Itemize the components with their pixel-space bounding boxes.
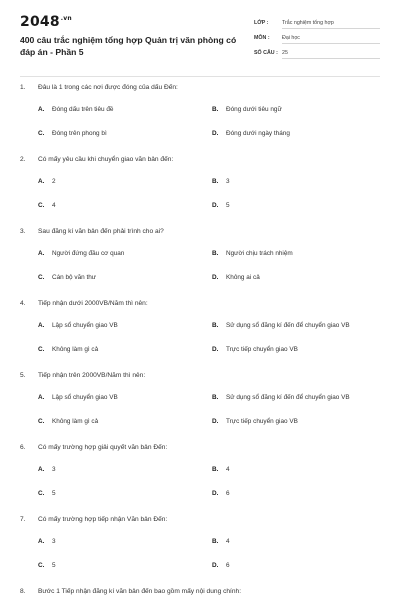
question-text: Đâu là 1 trong các nơi được đóng của dấu Đến:: [38, 84, 178, 91]
option-c[interactable]: [38, 418, 98, 425]
option-a[interactable]: [38, 178, 56, 185]
question-stem: [20, 228, 380, 235]
meta-value: Đại học: [282, 32, 380, 44]
question-stem: [20, 516, 380, 523]
option-text: Trực tiếp chuyển giao VB: [226, 346, 298, 353]
option-letter: C.: [38, 130, 45, 137]
option-text: 5: [52, 562, 56, 569]
document-header: [0, 0, 400, 76]
option-text: Lập sổ chuyển giao VB: [52, 322, 118, 329]
option-a[interactable]: [38, 250, 124, 257]
question-stem: [20, 300, 380, 307]
question-stem: [20, 372, 380, 379]
option-d[interactable]: [212, 202, 230, 209]
option-letter: A.: [38, 106, 45, 113]
option-c[interactable]: [38, 274, 96, 281]
option-text: Cán bộ văn thư: [52, 274, 97, 281]
option-text: Sử dụng sổ đăng kí đến để chuyển giao VB: [226, 322, 350, 329]
question-number: 8.: [20, 588, 26, 595]
option-letter: A.: [38, 322, 45, 329]
option-text: 2: [52, 178, 56, 185]
option-text: Đóng dưới tiêu ngữ: [226, 106, 282, 113]
option-letter: D.: [212, 346, 219, 353]
question-item: [0, 150, 400, 222]
meta-row-count: [254, 45, 380, 60]
option-letter: C.: [38, 418, 45, 425]
option-letter: D.: [212, 490, 219, 497]
option-text: 3: [226, 178, 230, 185]
option-b[interactable]: [212, 250, 293, 257]
option-letter: C.: [38, 490, 45, 497]
question-stem: [20, 84, 380, 91]
option-a[interactable]: [38, 322, 118, 329]
meta-row-class: [254, 15, 380, 30]
option-text: Người đứng đầu cơ quan: [52, 250, 125, 257]
meta-value: 25: [282, 47, 380, 59]
option-letter: B.: [212, 178, 219, 185]
option-letter: C.: [38, 346, 45, 353]
question-item: [0, 366, 400, 438]
option-b[interactable]: [212, 538, 230, 545]
option-letter: D.: [212, 130, 219, 137]
option-letter: D.: [212, 562, 219, 569]
question-number: 2.: [20, 156, 26, 163]
option-text: Đóng dưới ngày tháng: [226, 130, 290, 137]
option-letter: A.: [38, 394, 45, 401]
option-letter: B.: [212, 322, 219, 329]
option-text: 3: [52, 466, 56, 473]
option-letter: A.: [38, 466, 45, 473]
option-text: Đóng dấu trên tiêu đề: [52, 106, 114, 113]
option-d[interactable]: [212, 346, 298, 353]
option-d[interactable]: [212, 130, 290, 137]
option-letter: A.: [38, 538, 45, 545]
option-b[interactable]: [212, 106, 282, 113]
option-a[interactable]: [38, 106, 113, 113]
header-divider: [20, 76, 380, 77]
option-text: 5: [52, 490, 56, 497]
meta-row-subject: [254, 30, 380, 45]
option-letter: A.: [38, 250, 45, 257]
question-item: [0, 294, 400, 366]
question-list: [0, 78, 400, 600]
option-c[interactable]: [38, 130, 107, 137]
option-text: Không ai cả: [226, 274, 260, 281]
question-stem: [20, 444, 380, 451]
option-letter: D.: [212, 418, 219, 425]
option-text: Không làm gì cả: [52, 418, 99, 425]
question-item: [0, 222, 400, 294]
option-letter: B.: [212, 466, 219, 473]
option-b[interactable]: [212, 322, 350, 329]
option-text: Lập sổ chuyển giao VB: [52, 394, 118, 401]
option-a[interactable]: [38, 538, 56, 545]
question-text: Tiếp nhận dưới 2000VB/Năm thì nên:: [38, 300, 148, 307]
site-logo[interactable]: [20, 14, 72, 30]
option-a[interactable]: [38, 394, 118, 401]
option-d[interactable]: [212, 490, 230, 497]
option-text: 4: [226, 538, 230, 545]
question-stem: [20, 588, 380, 595]
meta-label: SỐ CÂU :: [254, 49, 278, 56]
option-text: 4: [52, 202, 56, 209]
document-title: 400 câu trắc nghiệm tổng hợp Quản trị văn phòng có đáp án - Phần 5: [20, 35, 237, 57]
option-c[interactable]: [38, 490, 56, 497]
question-text: Có mấy trường hợp tiếp nhận Văn bản Đến:: [38, 516, 168, 523]
option-b[interactable]: [212, 178, 230, 185]
question-item: [0, 438, 400, 510]
option-letter: B.: [212, 106, 219, 113]
option-b[interactable]: [212, 394, 350, 401]
question-number: 3.: [20, 228, 26, 235]
question-number: 7.: [20, 516, 26, 523]
option-text: 6: [226, 490, 230, 497]
question-text: Có mấy yêu cầu khi chuyển giao văn bản đến:: [38, 156, 174, 163]
option-letter: D.: [212, 202, 219, 209]
question-number: 4.: [20, 300, 26, 307]
option-a[interactable]: [38, 466, 56, 473]
question-text: Tiếp nhận trên 2000VB/Năm thì nên:: [38, 372, 146, 379]
question-number: 1.: [20, 84, 26, 91]
document-meta: [254, 15, 380, 60]
option-text: Người chịu trách nhiệm: [226, 250, 293, 257]
question-text: Bước 1 Tiếp nhận đăng kí văn bản đến bao gồm mấy nội dung chính:: [38, 588, 242, 595]
option-text: Đóng trên phong bì: [52, 130, 107, 137]
question-stem: [20, 156, 380, 163]
option-letter: B.: [212, 394, 219, 401]
question-item: [0, 510, 400, 582]
meta-label: MÔN :: [254, 34, 270, 41]
option-letter: A.: [38, 178, 45, 185]
question-item: [0, 582, 400, 600]
option-c[interactable]: [38, 346, 98, 353]
option-letter: B.: [212, 250, 219, 257]
option-b[interactable]: [212, 466, 230, 473]
meta-label: LỚP :: [254, 19, 269, 26]
option-letter: D.: [212, 274, 219, 281]
option-letter: C.: [38, 202, 45, 209]
logo-text: 2048: [20, 14, 60, 30]
option-c[interactable]: [38, 562, 56, 569]
option-c[interactable]: [38, 202, 56, 209]
option-text: Không làm gì cả: [52, 346, 99, 353]
option-d[interactable]: [212, 274, 260, 281]
question-item: [0, 78, 400, 150]
option-text: 6: [226, 562, 230, 569]
logo-domain: .vn: [60, 15, 72, 23]
option-d[interactable]: [212, 418, 298, 425]
option-text: 5: [226, 202, 230, 209]
question-number: 6.: [20, 444, 26, 451]
option-text: 4: [226, 466, 230, 473]
option-d[interactable]: [212, 562, 230, 569]
option-text: Sử dụng sổ đăng kí đến để chuyển giao VB: [226, 394, 350, 401]
option-letter: C.: [38, 562, 45, 569]
option-text: Trực tiếp chuyển giao VB: [226, 418, 298, 425]
question-number: 5.: [20, 372, 26, 379]
option-letter: C.: [38, 274, 45, 281]
question-text: Có mấy trường hợp giải quyết văn bản Đến:: [38, 444, 168, 451]
option-text: 3: [52, 538, 56, 545]
option-letter: B.: [212, 538, 219, 545]
meta-value: Trắc nghiệm tổng hợp: [282, 17, 380, 29]
question-text: Sau đăng kí văn bản đến phải trình cho ai?: [38, 228, 164, 235]
